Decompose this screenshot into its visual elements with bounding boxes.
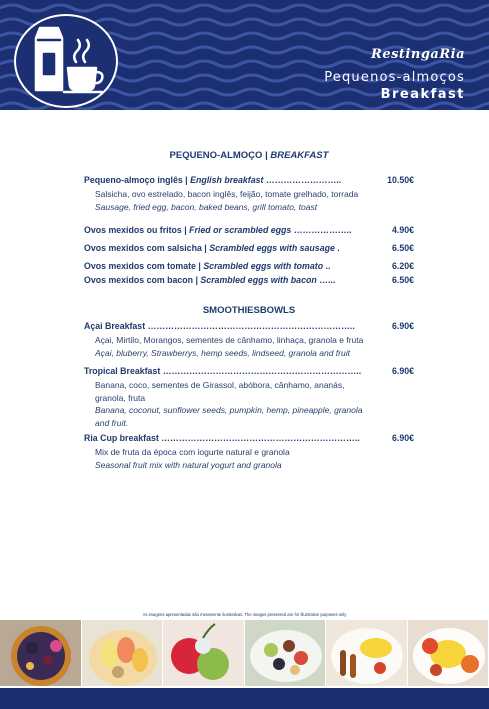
item-leader-dots: …………………………………………………………….. — [145, 321, 355, 331]
item-description-en: Seasonal fruit mix with natural yogurt and granola — [95, 459, 282, 470]
item-name-pt: Ovos mexidos com bacon | — [84, 275, 198, 285]
item-name: Ria Cup breakfast — [84, 433, 159, 443]
item-price: 6.90€ — [391, 433, 414, 443]
menu-item-eggs-bacon — [84, 275, 414, 285]
item-name-line — [84, 275, 414, 285]
item-price: 4.90€ — [391, 225, 414, 235]
menu-item-english-breakfast — [84, 175, 414, 213]
item-leader-dots: ………………………………………………………….. — [160, 366, 362, 376]
menu-item-tropical — [84, 366, 414, 429]
item-name-en: Fried or scrambled eggs — [189, 225, 292, 235]
breakfast-title-pt: PEQUENO-ALMOÇO | — [169, 150, 268, 161]
item-price: 6.50€ — [391, 275, 414, 285]
item-description-pt: Açai, Mirtilo, Morangos, sementes de cânhamo, linhaça, granola e fruta — [95, 335, 364, 345]
item-description-en: Banana, coconut, sunflower seeds, pumpkin, hemp, pineapple, granola and fruit. — [95, 405, 363, 428]
image-disclaimer: As imagens apresentadas são meramente ilustrativas. The images presented are for illustrative purposes only — [142, 612, 347, 617]
menu-content — [84, 150, 414, 475]
item-name: Açai Breakfast — [84, 321, 146, 331]
item-leader-dots: .. — [323, 261, 331, 271]
item-name-en: Scrambled eggs with tomato — [203, 261, 324, 271]
item-description-pt: Salsicha, ovo estrelado, bacon inglês, feijão, tomate grelhado, torrada — [95, 189, 359, 199]
brand-name: RestingaRia — [371, 47, 465, 62]
item-name-line — [84, 366, 414, 376]
smoothies-section-title: SMOOTHIESBOWLS — [202, 305, 296, 316]
milk-carton-icon — [36, 28, 62, 90]
item-name-en: Scrambled eggs with sausage — [209, 243, 335, 253]
eggs-bacon-photo — [326, 620, 408, 686]
item-price: 6.20€ — [391, 261, 414, 271]
item-name-line — [84, 243, 414, 253]
fruit-cup-photo — [163, 620, 245, 686]
item-leader-dots: ………………………………………………………….. — [158, 433, 360, 443]
english-breakfast-photo — [408, 620, 489, 686]
item-description-pt: Mix de fruta da época com iogurte natural e granola — [95, 447, 290, 457]
food-photo-strip — [0, 620, 489, 686]
item-name-en: Scrambled eggs with bacon — [200, 275, 317, 285]
breakfast-logo-icon — [30, 24, 110, 96]
acai-bowl-photo — [0, 620, 82, 686]
item-name-line — [84, 321, 414, 331]
menu-item-eggs — [84, 225, 414, 235]
item-price: 6.50€ — [391, 243, 414, 253]
breakfast-section-title — [84, 150, 414, 161]
footer-bar — [0, 688, 489, 709]
item-price: 6.90€ — [391, 366, 414, 376]
item-name-line — [84, 225, 414, 235]
item-name-line — [84, 433, 414, 443]
menu-item-eggs-sausage — [84, 243, 414, 253]
menu-item-ria-cup — [84, 433, 414, 471]
page-title-pt: Pequenos-almoços — [324, 70, 465, 85]
item-description-pt: Banana, coco, sementes de Girassol, abóbora, cânhamo, ananás, granola, fruta — [95, 380, 345, 403]
item-name: Tropical Breakfast — [84, 366, 161, 376]
item-name-pt: Ovos mexidos com tomate | — [84, 261, 201, 271]
tropical-bowl-photo — [82, 620, 164, 686]
item-name-line — [84, 175, 414, 185]
item-name-line — [84, 261, 414, 271]
item-name-pt: Pequeno-almoço inglês | — [84, 175, 188, 185]
page-title-en: Breakfast — [380, 87, 465, 102]
fruit-plate-photo — [245, 620, 327, 686]
item-name-pt: Ovos mexidos com salsicha | — [84, 243, 207, 253]
item-description-en: Sausage, fried egg, bacon, baked beans, grill tomato, toast — [95, 201, 318, 212]
item-description-en: Açai, bluberry, Strawberrys, hemp seeds, lindseed, granola and fruit — [95, 347, 350, 358]
item-leader-dots: …………………….. — [263, 175, 342, 185]
item-leader-dots: . — [334, 243, 340, 253]
item-leader-dots: ……………….. — [291, 225, 352, 235]
item-name-en: English breakfast — [190, 175, 264, 185]
item-leader-dots: …... — [316, 275, 336, 285]
coffee-cup-icon — [64, 40, 102, 92]
menu-item-acai — [84, 321, 414, 359]
item-price: 6.90€ — [391, 321, 414, 331]
menu-item-eggs-tomato — [84, 261, 414, 271]
breakfast-title-en: BREAKFAST — [270, 150, 329, 161]
item-name-pt: Ovos mexidos ou fritos | — [84, 225, 187, 235]
item-price: 10.50€ — [387, 175, 414, 185]
header-banner — [0, 0, 489, 110]
